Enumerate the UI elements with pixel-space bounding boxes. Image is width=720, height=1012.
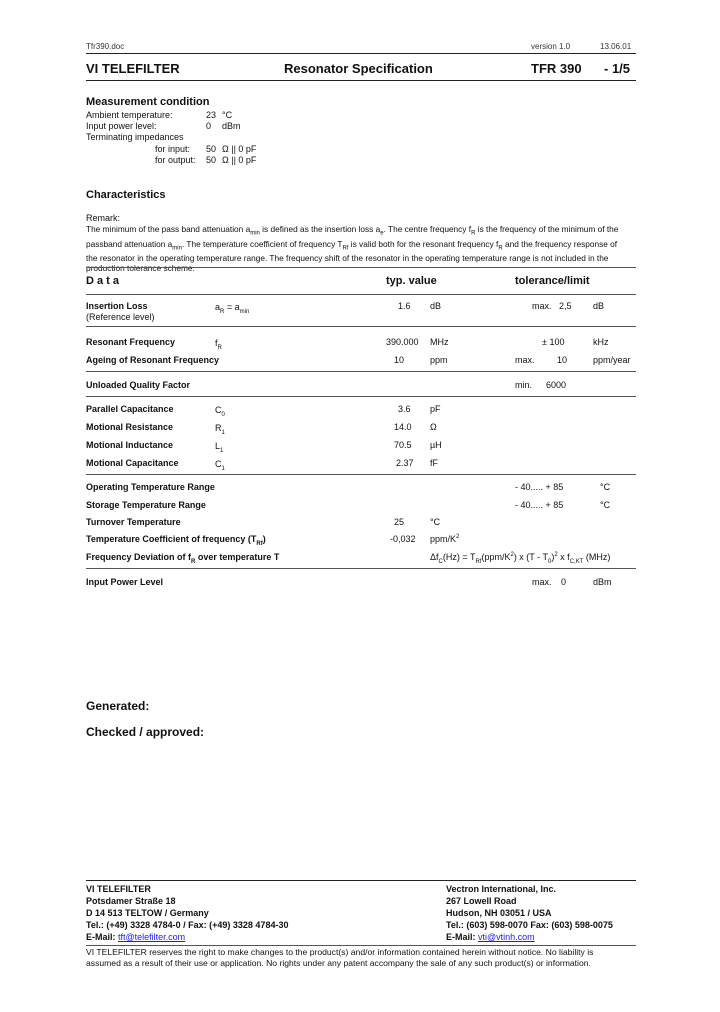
ageing-typ: 10 xyxy=(394,355,405,365)
input-power-limunit: dBm xyxy=(593,577,612,587)
insertion-loss-unit: dB xyxy=(430,301,442,311)
q-factor-label: Unloaded Quality Factor xyxy=(86,380,191,390)
temp-coef-typ: -0,032 xyxy=(390,534,416,544)
temp-coef-label: Temperature Coefficient of frequency $(T_{Rf})$ xyxy=(86,534,266,547)
input-term-unit: Ω || 0 pF xyxy=(222,144,257,154)
motional-cap-symbol: $C_1$ xyxy=(215,459,225,472)
freq-dev-formula: $\Delta f_C(Hz) = T_{Rf}(ppm/K^2)$ x $(T - T_0)^2$ x $f_{C,KT}$ (MHz) xyxy=(430,552,611,565)
ageing-limkind: max. xyxy=(515,355,535,365)
input-term-value: 50 xyxy=(206,144,217,154)
q-factor-limkind: min. xyxy=(515,380,533,390)
footer-left-street: Potsdamer Straße 18 xyxy=(86,896,176,906)
footer-left-name: VI TELEFILTER xyxy=(86,884,151,894)
op-temp-lim: - 40..... + 85 xyxy=(515,482,564,492)
power-label: Input power level: xyxy=(86,121,157,131)
footer-rule-2 xyxy=(86,945,636,946)
col-typ-header: typ. value xyxy=(386,275,437,287)
stor-temp-lim: - 40..... + 85 xyxy=(515,500,564,510)
output-term-value: 50 xyxy=(206,155,217,165)
page-number: - 1/5 xyxy=(604,61,631,76)
motional-cap-typ: 2.37 xyxy=(396,458,414,468)
file-name: Tfr390.doc xyxy=(86,42,125,51)
temp-coef-unit: ppm/$K^2$ xyxy=(430,534,460,544)
motional-cap-unit: fF xyxy=(430,458,438,468)
resonant-freq-unit: MHz xyxy=(430,337,449,347)
parallel-cap-symbol: $C_0$ xyxy=(215,405,225,418)
col-data-header: D a t a xyxy=(86,275,120,287)
parallel-cap-unit: pF xyxy=(430,404,441,414)
ageing-label: Ageing of Resonant Frequency xyxy=(86,355,220,365)
row-rule xyxy=(86,568,636,569)
insertion-loss-limunit: dB xyxy=(593,301,605,311)
motional-cap-label: Motional Capacitance xyxy=(86,458,179,468)
op-temp-label: Operating Temperature Range xyxy=(86,482,215,492)
footer-right-name: Vectron International, Inc. xyxy=(446,884,557,894)
ambient-unit: °C xyxy=(222,110,233,120)
power-unit: dBm xyxy=(222,121,241,131)
row-rule xyxy=(86,326,636,327)
footer-right-street: 267 Lowell Road xyxy=(446,896,517,906)
remark-line-1: The minimum of the pass band attenuation $a_{min}$ is defined as the insertion loss $a_e$. The centre frequency $f_R$ is the frequency of the minimum of the xyxy=(86,224,619,237)
measurement-title: Measurement condition xyxy=(86,96,210,108)
resonant-freq-typ: 390.000 xyxy=(386,337,419,347)
resonant-freq-symbol: $f_R$ xyxy=(215,338,222,351)
header-rule-top xyxy=(86,53,636,54)
output-term-unit: Ω || 0 pF xyxy=(222,155,257,165)
input-power-lim: 0 xyxy=(561,577,567,587)
remark-line-3: the resonator in the operating temperature range. The frequency shift of the resonator in the operating temperature range is not included in the xyxy=(86,253,609,264)
row-rule xyxy=(86,371,636,372)
motional-res-symbol: $R_1$ xyxy=(215,423,225,436)
motional-ind-symbol: $L_1$ xyxy=(215,441,224,454)
row-rule xyxy=(86,396,636,397)
remark-text xyxy=(86,224,636,273)
turnover-unit: °C xyxy=(430,517,441,527)
motional-ind-label: Motional Inductance xyxy=(86,440,174,450)
motional-res-label: Motional Resistance xyxy=(86,422,174,432)
term-label: Terminating impedances xyxy=(86,132,184,142)
motional-ind-typ: 70.5 xyxy=(394,440,412,450)
stor-temp-label: Storage Temperature Range xyxy=(86,500,206,510)
insertion-loss-sub: (Reference level) xyxy=(86,312,155,322)
checked-label: Checked / approved: xyxy=(86,725,205,739)
resonant-freq-label: Resonant Frequency xyxy=(86,337,176,347)
input-power-limkind: max. xyxy=(532,577,552,587)
version-label: version 1.0 xyxy=(531,42,571,51)
insertion-loss-typ: 1.6 xyxy=(398,301,411,311)
freq-dev-label: Frequency Deviation of $f_R$ over temperature T xyxy=(86,552,280,565)
part-number: TFR 390 xyxy=(531,61,582,76)
remark-line-4: production tolerance scheme. xyxy=(86,263,195,274)
footer-right-city: Hudson, NH 03051 / USA xyxy=(446,908,552,918)
input-term-label: for input: xyxy=(155,144,191,154)
row-rule xyxy=(86,474,636,475)
turnover-typ: 25 xyxy=(394,517,405,527)
col-tol-header: tolerance/limit xyxy=(515,275,590,287)
op-temp-limunit: °C xyxy=(600,482,611,492)
input-power-label: Input Power Level xyxy=(86,577,164,587)
motional-res-unit: Ω xyxy=(430,422,437,432)
parallel-cap-label: Parallel Capacitance xyxy=(86,404,174,414)
table-rule-top xyxy=(86,267,636,268)
ageing-limunit: ppm/year xyxy=(593,355,631,365)
insertion-loss-label: Insertion Loss xyxy=(86,301,148,311)
insertion-loss-limkind: max. xyxy=(532,301,552,311)
company-name: VI TELEFILTER xyxy=(86,61,180,76)
motional-ind-unit: µH xyxy=(430,440,442,450)
email-link-vectron[interactable]: vti@vtinh.com xyxy=(478,932,535,942)
doc-date: 13.06.01 xyxy=(600,42,632,51)
footer-left-city: D 14 513 TELTOW / Germany xyxy=(86,908,209,918)
footer-left-tel: Tel.: (+49) 3328 4784-0 / Fax: (+49) 3328 4784-30 xyxy=(86,920,289,930)
turnover-label: Turnover Temperature xyxy=(86,517,181,527)
remark-line-2: passband attenuation $a_{min}$. The temperature coefficient of frequency $T_{Rf}$ is valid both for the resonant frequency $f_R$ and the frequency response of xyxy=(86,238,618,252)
disclaimer-line-1: VI TELEFILTER reserves the right to make changes to the product(s) and/or information contained herein without notice. No liability is xyxy=(86,947,594,957)
output-term-label: for output: xyxy=(155,155,196,165)
resonant-freq-limunit: kHz xyxy=(593,337,609,347)
characteristics-title: Characteristics xyxy=(86,189,166,201)
ambient-value: 23 xyxy=(206,110,217,120)
footer-right-email: E-Mail: vti@vtinh.com xyxy=(446,932,535,942)
power-value: 0 xyxy=(206,121,212,131)
ambient-label: Ambient temperature: xyxy=(86,110,173,120)
ageing-unit: ppm xyxy=(430,355,448,365)
parallel-cap-typ: 3.6 xyxy=(398,404,411,414)
footer-right-tel: Tel.: (603) 598-0070 Fax: (603) 598-0075 xyxy=(446,920,613,930)
motional-res-typ: 14.0 xyxy=(394,422,412,432)
remark-label: Remark: xyxy=(86,213,121,223)
generated-label: Generated: xyxy=(86,699,150,713)
footer-left-email: E-Mail: tft@telefilter.com xyxy=(86,932,186,942)
footer-rule xyxy=(86,880,636,881)
stor-temp-limunit: °C xyxy=(600,500,611,510)
header-rule-bottom xyxy=(86,80,636,81)
insertion-loss-symbol: $a_R = a_{min}$ xyxy=(215,302,250,315)
resonant-freq-lim: ± 100 xyxy=(542,337,565,347)
disclaimer-line-2: assumed as a result of their use or application. No rights under any patent accompany the sale of any such product(s) or information. xyxy=(86,958,591,968)
document-title: Resonator Specification xyxy=(284,61,433,76)
email-link-telefilter[interactable]: tft@telefilter.com xyxy=(118,932,186,942)
q-factor-lim: 6000 xyxy=(546,380,567,390)
table-rule-header xyxy=(86,294,636,295)
ageing-lim: 10 xyxy=(557,355,568,365)
insertion-loss-lim: 2,5 xyxy=(559,301,572,311)
